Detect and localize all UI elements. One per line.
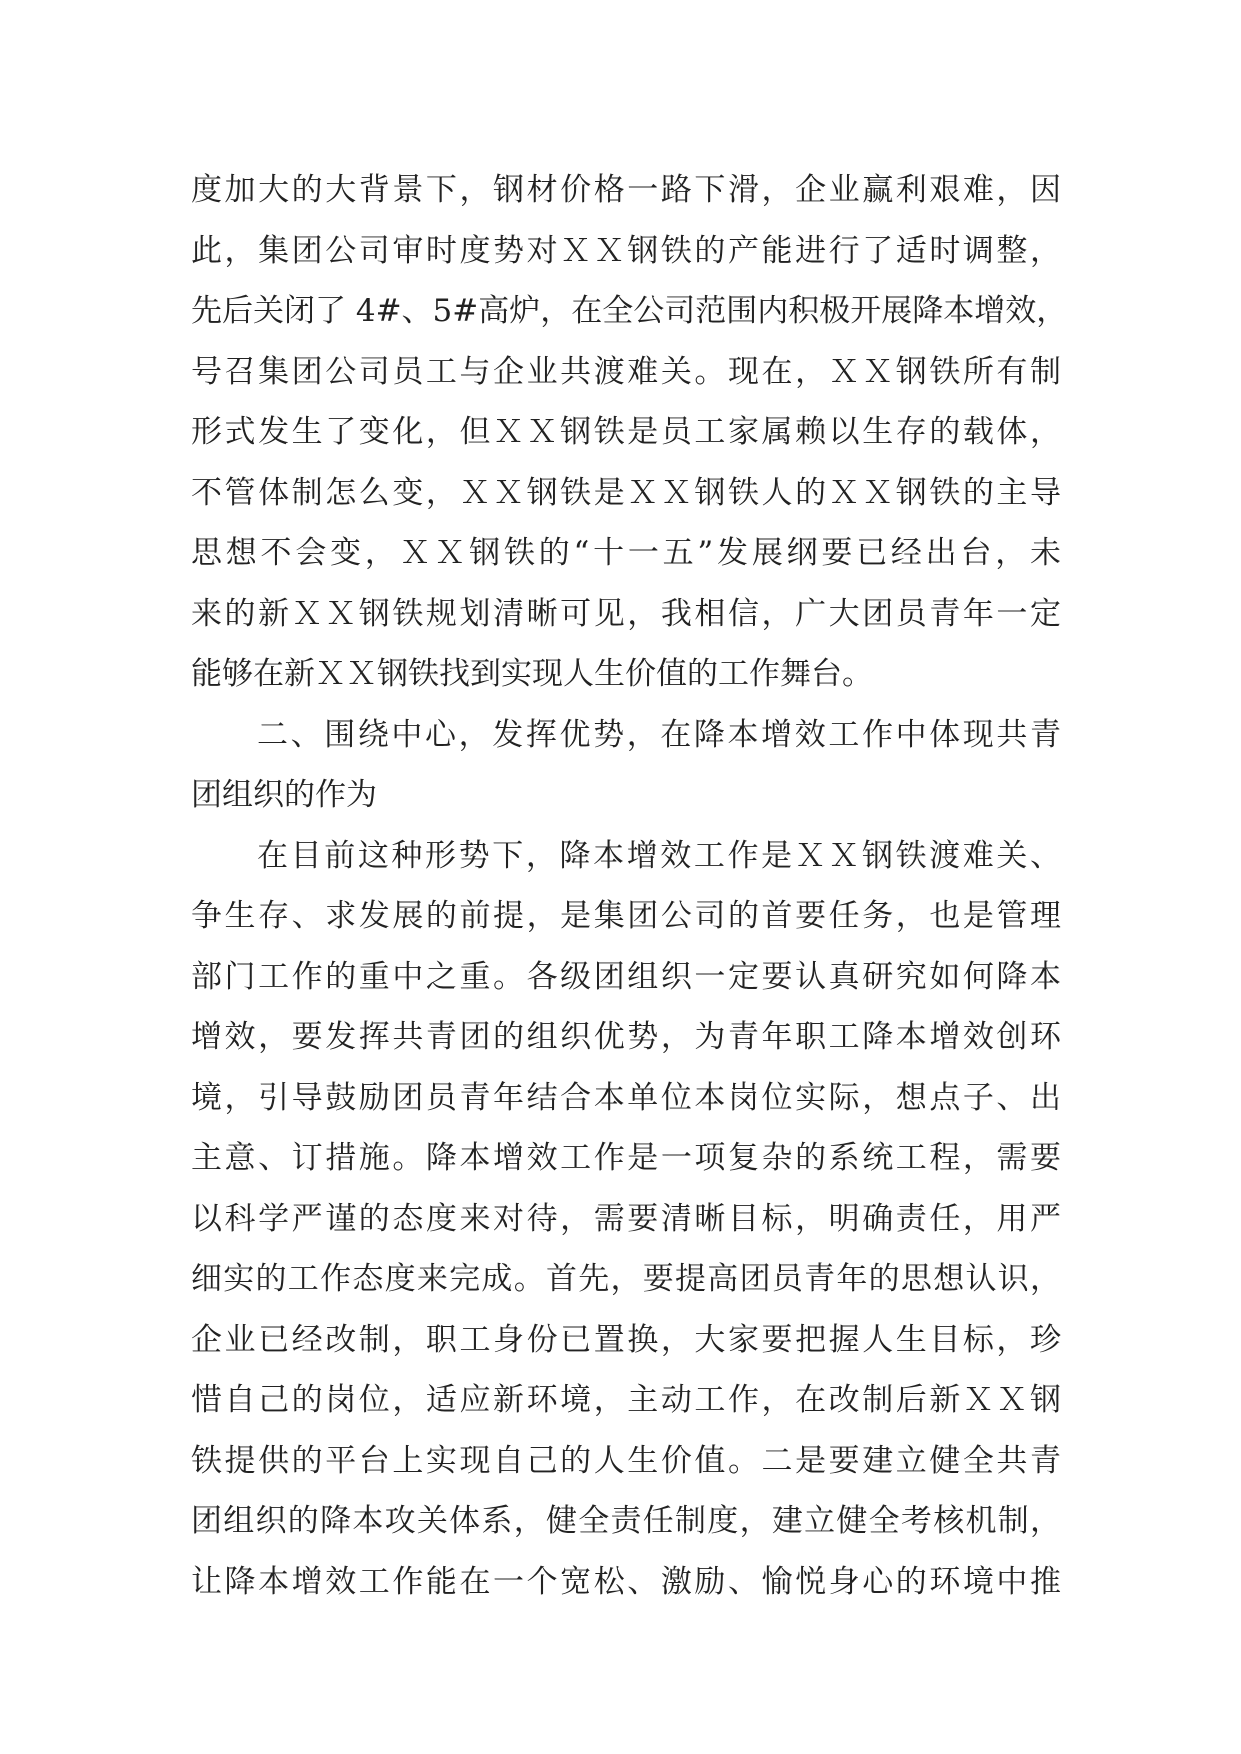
text-line: 先后关闭了 4#、5#高炉，在全公司范围内积极开展降本增效， [191, 293, 1068, 329]
text-line: 增效，要发挥共青团的组织优势，为青年职工降本增效创环 [191, 1019, 1061, 1055]
text-line: 主意、订措施。降本增效工作是一项复杂的系统工程，需要 [191, 1140, 1061, 1176]
text-line: 号召集团公司员工与企业共渡难关。现在，ＸＸ钢铁所有制 [191, 353, 1061, 390]
text-line: 让降本增效工作能在一个宽松、激励、愉悦身心的环境中推 [191, 1563, 1061, 1600]
text-line: 以科学严谨的态度来对待，需要清晰目标，明确责任，用严 [191, 1200, 1061, 1237]
text-line: 企业已经改制，职工身份已置换，大家要把握人生目标，珍 [191, 1321, 1061, 1358]
paragraph-end-line: 能够在新ＸＸ钢铁找到实现人生价值的工作舞台。 [191, 656, 873, 692]
text-line: 部门工作的重中之重。各级团组织一定要认真研究如何降本 [191, 958, 1061, 995]
text-line: 来的新ＸＸ钢铁规划清晰可见，我相信，广大团员青年一定 [191, 595, 1061, 632]
text-line: 思想不会变，ＸＸ钢铁的“十一五”发展纲要已经出台，未 [191, 535, 1061, 571]
text-line: 细实的工作态度来完成。首先，要提高团员青年的思想认识， [191, 1261, 1061, 1297]
text-line: 形式发生了变化，但ＸＸ钢铁是员工家属赖以生存的载体， [191, 414, 1061, 450]
paragraph-start-line: 在目前这种形势下，降本增效工作是ＸＸ钢铁渡难关、 [257, 837, 1061, 874]
text-line: 境，引导鼓励团员青年结合本单位本岗位实际，想点子、出 [191, 1079, 1061, 1116]
text-line: 此，集团公司审时度势对ＸＸ钢铁的产能进行了适时调整， [191, 232, 1061, 269]
body-text [191, 160, 1068, 1612]
section-heading-line: 二、围绕中心，发挥优势，在降本增效工作中体现共青 [257, 716, 1061, 753]
text-line: 度加大的大背景下，钢材价格一路下滑，企业赢利艰难，因 [191, 172, 1061, 208]
text-line: 不管体制怎么变，ＸＸ钢铁是ＸＸ钢铁人的ＸＸ钢铁的主导 [191, 474, 1061, 511]
section-heading-line: 团组织的作为 [191, 777, 377, 813]
text-line: 团组织的降本攻关体系，健全责任制度，建立健全考核机制， [191, 1503, 1061, 1539]
text-line: 争生存、求发展的前提，是集团公司的首要任务，也是管理 [191, 898, 1061, 934]
text-line: 铁提供的平台上实现自己的人生价值。二是要建立健全共青 [191, 1442, 1061, 1479]
text-line: 惜自己的岗位，适应新环境，主动工作，在改制后新ＸＸ钢 [191, 1382, 1061, 1418]
